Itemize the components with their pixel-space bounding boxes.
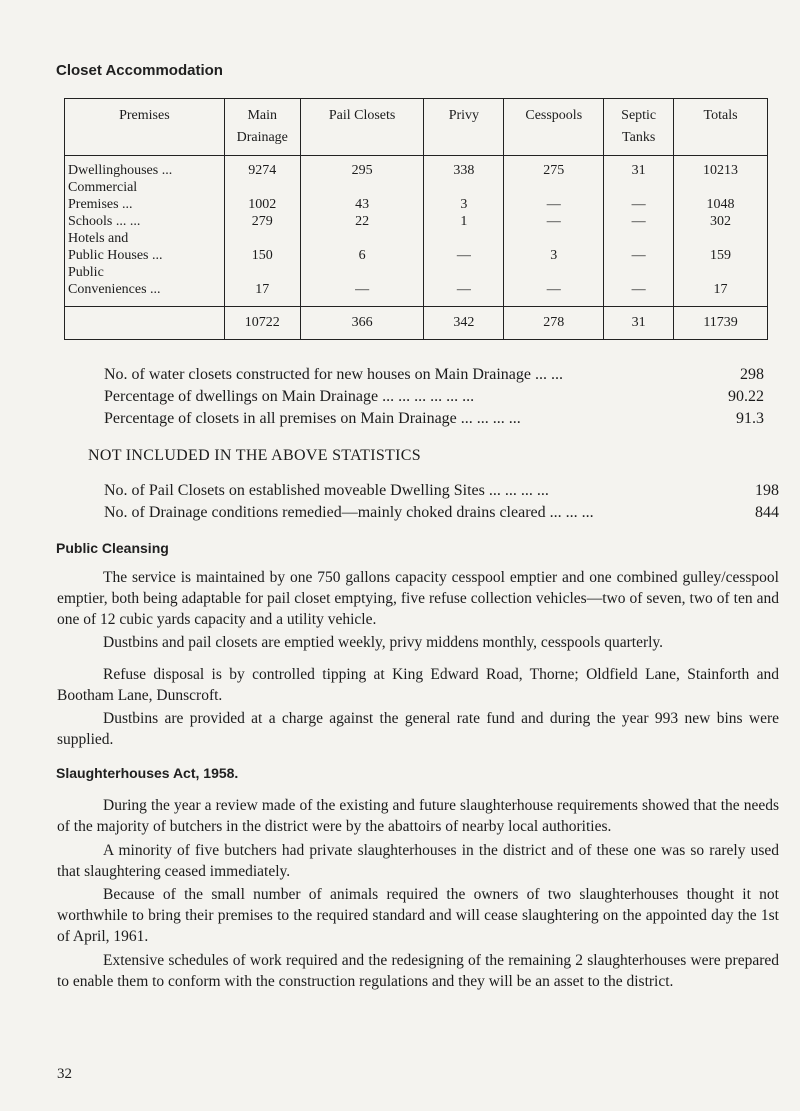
table-cell: 31 [604, 156, 674, 180]
table-cell: 9274 [224, 156, 300, 180]
table-row [65, 264, 768, 307]
stat-line [104, 410, 764, 430]
column-header: Premises [65, 99, 225, 156]
table-cell: 10213 [674, 156, 768, 180]
table-row [65, 156, 768, 180]
paragraph: A minority of five butchers had private slaughterhouses in the district and of these one was so rarely used that slaughtering ceased immediately. [57, 842, 779, 880]
stat-value: 298 [740, 366, 764, 383]
stat-label: No. of Pail Closets on established moveable Dwelling Sites ... ... ... ... [104, 482, 549, 499]
stat-line [104, 388, 764, 408]
table-cell: — [604, 179, 674, 213]
stat-line [104, 504, 779, 524]
paragraph: Refuse disposal is by controlled tipping at King Edward Road, Thorne; Oldfield Lane, Stainforth and Bootham Lane, Dunscroft. [57, 666, 779, 704]
table-cell: 31 [604, 307, 674, 340]
stat-value: 198 [755, 482, 779, 499]
section-title-closet-accommodation: Closet Accommodation [56, 62, 223, 79]
row-label: Public Conveniences ... [65, 264, 225, 307]
table-cell: — [504, 264, 604, 307]
closet-accommodation-table [64, 98, 768, 340]
table-cell: 275 [504, 156, 604, 180]
stat-label: Percentage of closets in all premises on Main Drainage ... ... ... ... [104, 410, 521, 427]
column-header: Cesspools [504, 99, 604, 156]
row-label: Schools ... ... [65, 213, 225, 230]
table-row [65, 213, 768, 230]
table-cell: — [300, 264, 424, 307]
table-cell: 295 [300, 156, 424, 180]
row-label: Dwellinghouses ... [65, 156, 225, 180]
paragraph: During the year a review made of the existing and future slaughterhouse requirements showed that the needs of the majority of butchers in the district were by the abattoirs of nearby local authorities. [57, 797, 779, 835]
table-cell: — [424, 264, 504, 307]
table-cell: 11739 [674, 307, 768, 340]
table-cell: 279 [224, 213, 300, 230]
table-cell: 22 [300, 213, 424, 230]
column-header: Pail Closets [300, 99, 424, 156]
table-cell: 43 [300, 179, 424, 213]
column-header: Septic Tanks [604, 99, 674, 156]
paragraph: Because of the small number of animals required the owners of two slaughterhouses thought it not worthwhile to bring their premises to the required standard and will cease slaughtering on the appointed day the 1st of April, 1961. [57, 886, 779, 945]
stat-line [104, 482, 779, 502]
table-cell: — [424, 230, 504, 264]
heading-slaughterhouses-act: Slaughterhouses Act, 1958. [56, 765, 239, 781]
table-cell: — [604, 213, 674, 230]
table-cell: 366 [300, 307, 424, 340]
not-included-heading: NOT INCLUDED IN THE ABOVE STATISTICS [88, 447, 421, 464]
paragraph: Dustbins and pail closets are emptied weekly, privy middens monthly, cesspools quarterly. [103, 634, 664, 651]
table-cell: 3 [504, 230, 604, 264]
heading-public-cleansing: Public Cleansing [56, 540, 169, 556]
table-cell: 6 [300, 230, 424, 264]
stat-value: 844 [755, 504, 779, 521]
table-cell: — [604, 230, 674, 264]
table-cell: 3 [424, 179, 504, 213]
stat-label: No. of water closets constructed for new houses on Main Drainage ... ... [104, 366, 563, 383]
table-cell: — [504, 213, 604, 230]
stat-line [104, 366, 764, 386]
table-row [65, 230, 768, 264]
table-cell: 302 [674, 213, 768, 230]
table-row [65, 179, 768, 213]
row-label: Hotels and Public Houses ... [65, 230, 225, 264]
table-cell: — [604, 264, 674, 307]
paragraph: Dustbins are provided at a charge against the general rate fund and during the year 993 new bins were supplied. [57, 710, 779, 748]
column-header: Main Drainage [224, 99, 300, 156]
table-cell: 342 [424, 307, 504, 340]
table-cell: 159 [674, 230, 768, 264]
stat-value: 91.3 [736, 410, 764, 427]
table-cell: — [504, 179, 604, 213]
paragraph: The service is maintained by one 750 gallons capacity cesspool emptier and one combined gulley/cesspool emptier, both being adaptable for pail closet emptying, five refuse collection vehicles—two of seven, two of ten and one of 12 cubic yards capacity and a utility vehicle. [57, 569, 779, 628]
stat-label: No. of Drainage conditions remedied—mainly choked drains cleared ... ... ... [104, 504, 594, 521]
table-cell: 150 [224, 230, 300, 264]
table-cell: 17 [674, 264, 768, 307]
table-cell: 17 [224, 264, 300, 307]
table-cell: 278 [504, 307, 604, 340]
table-cell: 10722 [224, 307, 300, 340]
table-cell: 338 [424, 156, 504, 180]
page-number: 32 [57, 1066, 72, 1082]
table-cell [65, 307, 225, 340]
column-header: Totals [674, 99, 768, 156]
table-cell: 1 [424, 213, 504, 230]
table-cell: 1048 [674, 179, 768, 213]
paragraph: Extensive schedules of work required and the redesigning of the remaining 2 slaughterhouses were prepared to enable them to conform with the construction regulations and they will be an asset to the district. [57, 952, 779, 990]
table-cell: 1002 [224, 179, 300, 213]
row-label: Commercial Premises ... [65, 179, 225, 213]
column-header: Privy [424, 99, 504, 156]
stat-value: 90.22 [728, 388, 764, 405]
table-header-row [65, 99, 768, 156]
totals-row [65, 307, 768, 340]
stat-label: Percentage of dwellings on Main Drainage ... ... ... ... ... ... [104, 388, 475, 405]
